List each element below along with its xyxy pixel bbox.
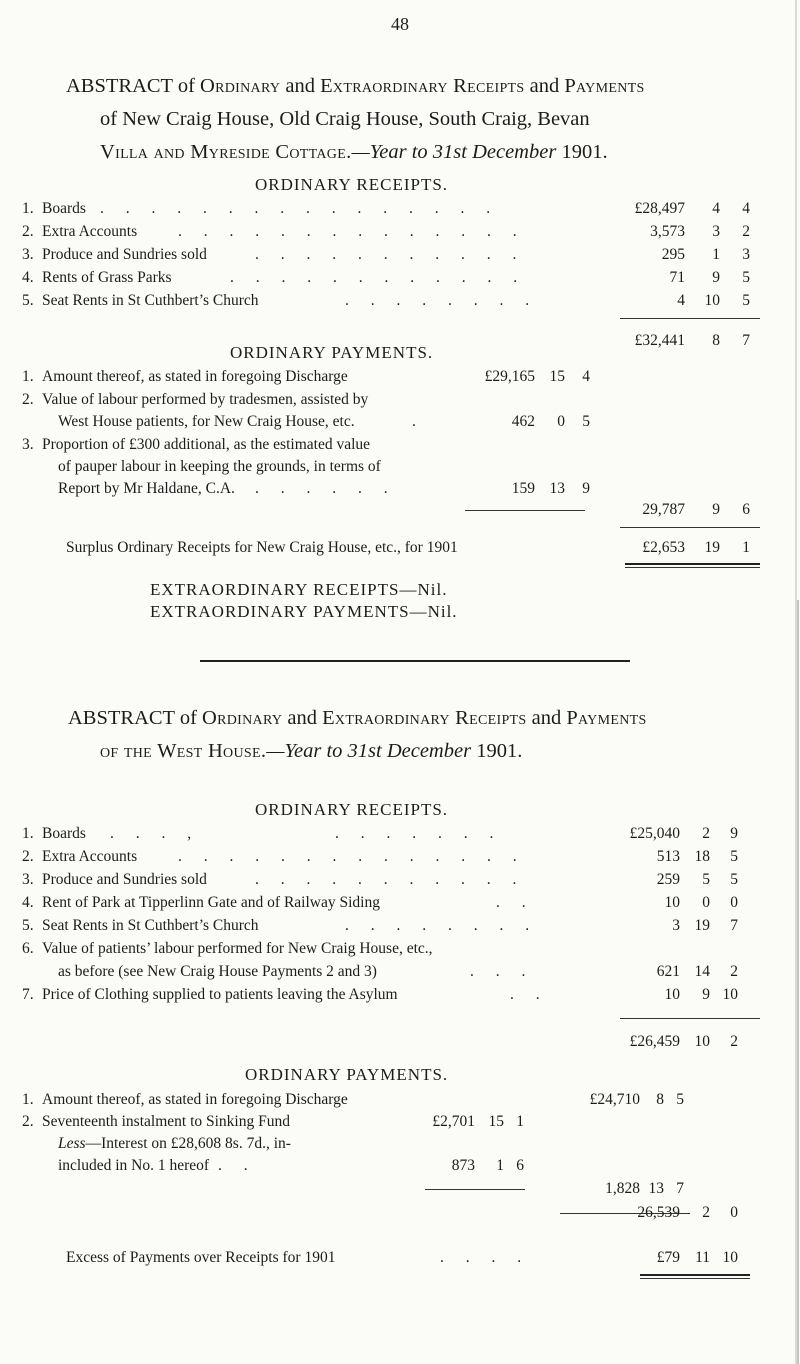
section1-payments-heading: ORDINARY PAYMENTS. <box>230 343 434 362</box>
receipt-row: 1. Boards . . . . . . . . . . . . . . . . £28,497 4 4 <box>22 200 750 217</box>
section1-title-line2: of New Craig House, Old Craig House, South Craig, Bevan <box>100 108 590 130</box>
double-rule <box>640 1278 750 1279</box>
double-rule <box>625 563 760 565</box>
section1-surplus-row: Surplus Ordinary Receipts for New Craig House, etc., for 1901 £2,653 19 1 <box>66 539 750 556</box>
payment-row-cont: Report by Mr Haldane, C.A. . . . . . . 159 13 9 <box>58 480 590 497</box>
receipt-row: 3. Produce and Sundries sold . . . . . . . . . . . 259 5 5 <box>22 871 738 888</box>
receipt-row: 1. Boards . . . , . . . . . . . £25,040 2 9 <box>22 825 738 842</box>
section2-title-line2: of the West House.—Year to 31st December 1901. <box>100 740 523 762</box>
less-interest-row-cont: included in No. 1 hereof . . 873 1 6 <box>58 1157 524 1174</box>
receipt-row: 2. Extra Accounts . . . . . . . . . . . . . . 3,573 3 2 <box>22 223 750 240</box>
sinking-fund-net: 1,828 13 7 <box>605 1180 684 1197</box>
page-number: 48 <box>391 14 409 34</box>
section1-extraordinary-receipts: EXTRAORDINARY RECEIPTS—Nil. <box>150 580 448 599</box>
payment-row: 3. Proportion of £300 additional, as the estimated value <box>22 436 371 453</box>
receipt-row-cont: as before (see New Craig House Payments 2 and 3) . . . 621 14 2 <box>58 963 738 980</box>
section1-payments-total: 29,787 9 6 <box>642 501 750 518</box>
receipt-row: 4. Rent of Park at Tipperlinn Gate and of Railway Siding . . 10 0 0 <box>22 894 738 911</box>
divider <box>620 527 760 528</box>
section1-extraordinary-payments: EXTRAORDINARY PAYMENTS—Nil. <box>150 602 458 621</box>
payment-row: 1. Amount thereof, as stated in foregoing Discharge £24,710 8 5 <box>22 1091 684 1108</box>
receipt-row: 5. Seat Rents in St Cuthbert’s Church . . . . . . . . 4 10 5 <box>22 292 750 309</box>
payment-row: 2. Seventeenth instalment to Sinking Fund £2,701 15 1 <box>22 1113 524 1130</box>
divider <box>620 1018 760 1019</box>
receipt-row: 6. Value of patients’ labour performed for New Craig House, etc., <box>22 940 433 957</box>
payment-row: 1. Amount thereof, as stated in foregoing Discharge £29,165 15 4 <box>22 368 590 385</box>
section1-title-line1: ABSTRACT of Ordinary and Extraordinary Receipts and Payments <box>66 75 645 97</box>
receipt-row: 7. Price of Clothing supplied to patients leaving the Asylum . . 10 9 10 <box>22 986 738 1003</box>
section2-payments-heading: ORDINARY PAYMENTS. <box>245 1065 449 1084</box>
section2-excess-row: Excess of Payments over Receipts for 1901 . . . . £79 11 10 <box>66 1249 738 1266</box>
payment-row: 2. Value of labour performed by tradesmen, assisted by <box>22 391 369 408</box>
section1-title-line3: Villa and Myreside Cottage.—Year to 31st December 1901. <box>100 141 608 163</box>
receipt-row: 2. Extra Accounts . . . . . . . . . . . . . . 513 18 5 <box>22 848 738 865</box>
section2-payments-total: 26,539 2 0 <box>637 1204 738 1221</box>
receipt-row: 3. Produce and Sundries sold . . . . . . . . . . . 295 1 3 <box>22 246 750 263</box>
double-rule <box>640 1274 750 1276</box>
section1-receipts-total: £32,441 8 7 <box>634 332 750 349</box>
less-interest-row: Less—Interest on £28,608 8s. 7d., in- <box>58 1135 291 1152</box>
page-edge-shadow <box>786 0 800 1364</box>
section2-title-line1: ABSTRACT of Ordinary and Extraordinary Receipts and Payments <box>68 707 647 729</box>
receipt-row: 4. Rents of Grass Parks . . . . . . . . . . . . 71 9 5 <box>22 269 750 286</box>
section2-receipts-total: £26,459 10 2 <box>629 1033 738 1050</box>
section1-receipts-heading: ORDINARY RECEIPTS. <box>255 175 449 194</box>
payment-row-cont: West House patients, for New Craig House, etc. . 462 0 5 <box>58 413 590 430</box>
receipt-row: 5. Seat Rents in St Cuthbert’s Church . . . . . . . . 3 19 7 <box>22 917 738 934</box>
double-rule <box>625 567 760 568</box>
section-separator <box>200 660 630 662</box>
divider <box>620 318 760 319</box>
section2-receipts-heading: ORDINARY RECEIPTS. <box>255 800 449 819</box>
payment-row-cont: of pauper labour in keeping the grounds, in terms of <box>58 458 381 475</box>
